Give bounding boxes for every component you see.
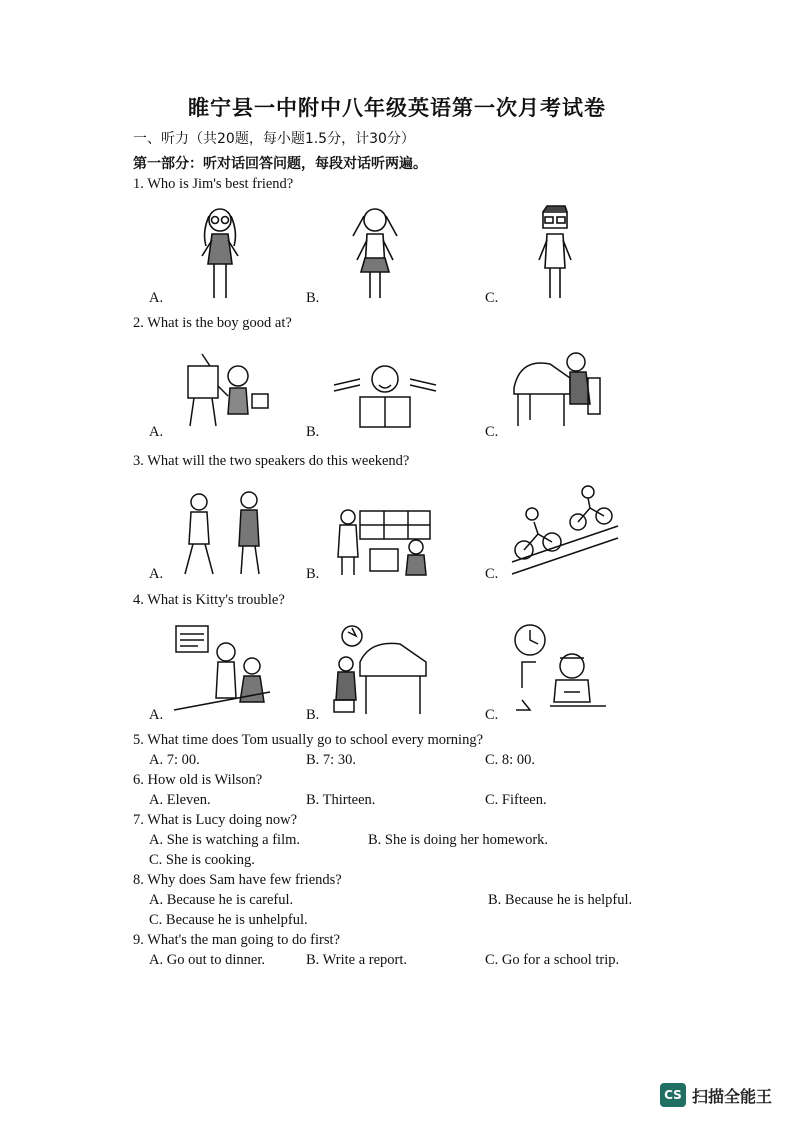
- q7-option-c[interactable]: C. She is cooking.: [149, 852, 255, 868]
- q4-option-c[interactable]: C.: [485, 707, 499, 723]
- q9-option-a[interactable]: A. Go out to dinner.: [149, 952, 265, 968]
- q9-option-c[interactable]: C. Go for a school trip.: [485, 952, 620, 968]
- q2-option-a[interactable]: A.: [149, 424, 164, 440]
- boy-painting-picture: [180, 348, 275, 428]
- q6-option-a[interactable]: A. Eleven.: [149, 792, 211, 808]
- camscanner-badge: CS: [660, 1083, 686, 1107]
- q1-option-c[interactable]: C.: [485, 290, 499, 306]
- two-cyclists-picture: [510, 482, 620, 578]
- q2-option-c[interactable]: C.: [485, 424, 499, 440]
- q7-option-a[interactable]: A. She is watching a film.: [149, 832, 301, 848]
- camscanner-watermark: [660, 1080, 772, 1110]
- q5-option-b[interactable]: B. 7: 30.: [306, 752, 356, 768]
- part-instruction: 第一部分：听对话回答问题，每段对话听两遍。: [133, 156, 427, 172]
- q1-option-a[interactable]: A.: [149, 290, 164, 306]
- camscanner-label: 扫描全能王: [692, 1086, 773, 1106]
- section-heading: 一、听力（共20题，每小题1.5分，计30分）: [133, 131, 415, 147]
- question-5: 5. What time does Tom usually go to school every morning?: [133, 732, 484, 748]
- q8-option-a[interactable]: A. Because he is careful.: [149, 892, 294, 908]
- question-7: 7. What is Lucy doing now?: [133, 812, 298, 828]
- question-9: 9. What's the man going to do first?: [133, 932, 340, 948]
- q2-option-b[interactable]: B.: [306, 424, 320, 440]
- q4-option-b[interactable]: B.: [306, 707, 320, 723]
- q8-option-c[interactable]: C. Because he is unhelpful.: [149, 912, 308, 928]
- q1-option-b[interactable]: B.: [306, 290, 320, 306]
- q3-option-a[interactable]: A.: [149, 566, 164, 582]
- boy-singing-picture: [330, 355, 440, 435]
- girl-doing-homework-picture: [510, 622, 610, 717]
- q3-option-c[interactable]: C.: [485, 566, 499, 582]
- kitty-at-doctor-picture: [172, 622, 272, 712]
- exam-title: 睢宁县一中附中八年级英语第一次月考试卷: [188, 96, 606, 120]
- two-people-walking-picture: [175, 488, 275, 578]
- q5-option-a[interactable]: A. 7: 00.: [149, 752, 200, 768]
- q5-option-c[interactable]: C. 8: 00.: [485, 752, 535, 768]
- girl-practicing-piano-picture: [330, 622, 430, 717]
- question-1: 1. Who is Jim's best friend?: [133, 176, 294, 192]
- question-6: 6. How old is Wilson?: [133, 772, 263, 788]
- question-2: 2. What is the boy good at?: [133, 315, 292, 331]
- question-3: 3. What will the two speakers do this weekend?: [133, 453, 410, 469]
- q4-option-a[interactable]: A.: [149, 707, 164, 723]
- q7-option-b[interactable]: B. She is doing her homework.: [368, 832, 549, 848]
- q3-option-b[interactable]: B.: [306, 566, 320, 582]
- q6-option-c[interactable]: C. Fifteen.: [485, 792, 547, 808]
- girl-with-pigtails-picture: [345, 202, 405, 302]
- boy-with-glasses-picture: [525, 202, 585, 302]
- shopping-picture: [330, 505, 435, 577]
- question-8: 8. Why does Sam have few friends?: [133, 872, 342, 888]
- q6-option-b[interactable]: B. Thirteen.: [306, 792, 376, 808]
- boy-playing-piano-picture: [510, 348, 605, 428]
- q8-option-b[interactable]: B. Because he is helpful.: [488, 892, 633, 908]
- girl-with-glasses-picture: [190, 202, 250, 302]
- q9-option-b[interactable]: B. Write a report.: [306, 952, 408, 968]
- question-4: 4. What is Kitty's trouble?: [133, 592, 285, 608]
